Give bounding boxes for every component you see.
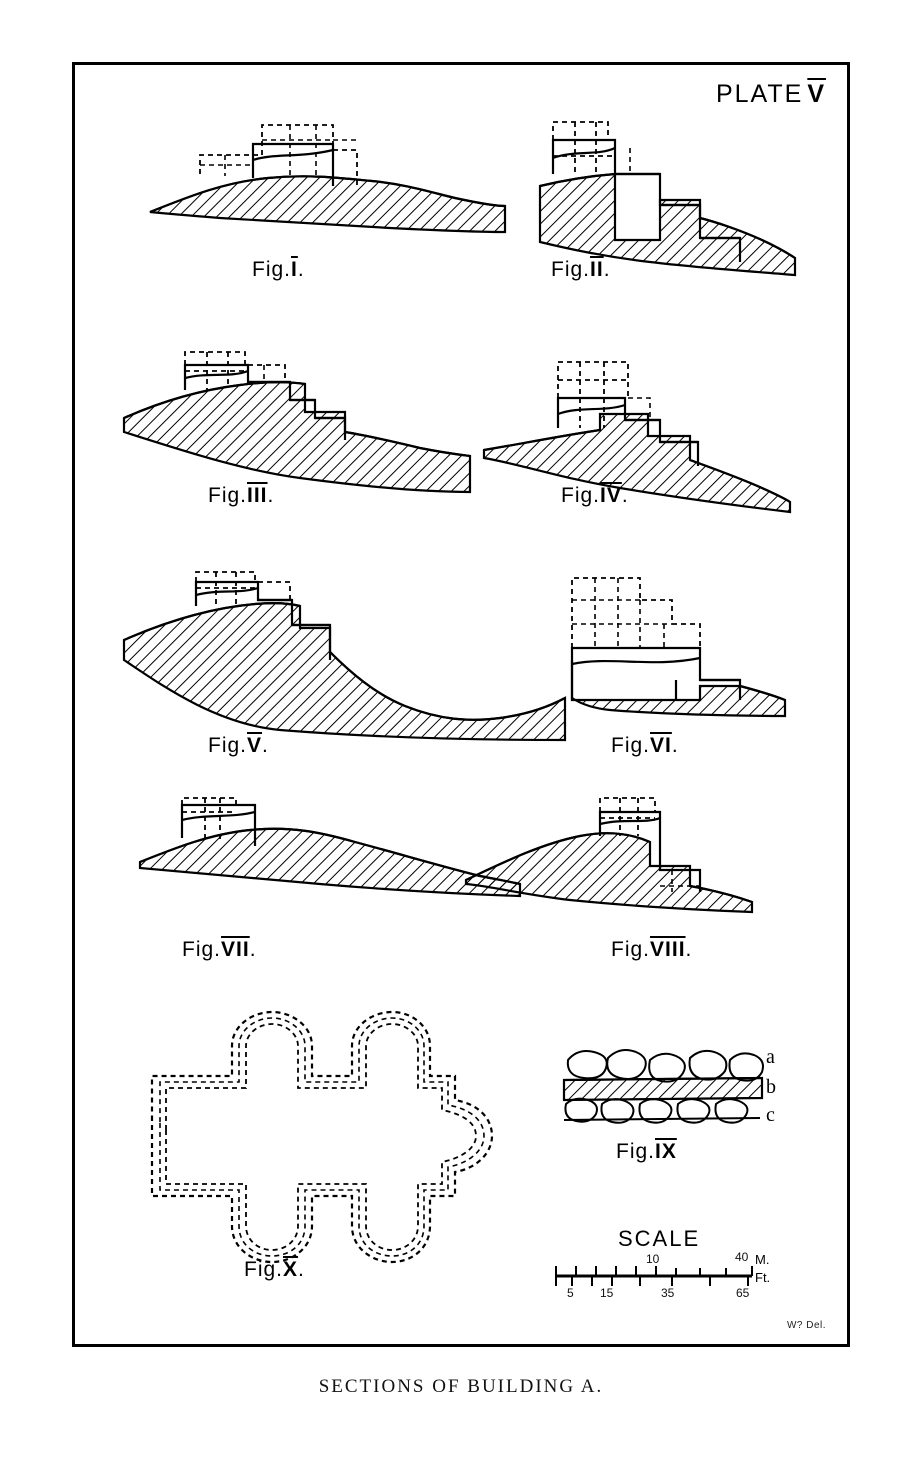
figure-2-suffix: . [603,258,611,281]
figure-5-section [124,572,565,740]
figure-6-caption [611,734,679,758]
figure-1-suffix: . [297,258,305,281]
plate-label-numeral: $\overline{V}$ [807,80,826,108]
figure-1-section [150,125,505,232]
figure-9-caption [616,1140,677,1164]
figure-2-prefix: Fig. [551,258,591,281]
figure-6-section [572,578,785,716]
figure-7-suffix: . [249,938,257,961]
scale-unit-feet: Ft. [755,1270,771,1285]
figure-6-suffix: . [671,734,679,757]
figure-4-caption [561,484,629,508]
figure-5-prefix: Fig. [208,734,248,757]
figure-1-caption [252,258,305,282]
figure-6-prefix: Fig. [611,734,651,757]
scale-feet-tick-15: 15 [600,1286,614,1300]
figure-3-numeral: $\overline{III}$ [247,484,268,507]
figure-4-section [484,362,790,512]
figure-9-strata [564,1050,763,1123]
figure-9-numeral: $\overline{IX}$ [655,1140,677,1163]
scale-feet-tick-65: 65 [736,1286,750,1300]
figure-8-caption [611,938,692,962]
figure-2-numeral: $\overline{II}$ [590,258,604,281]
figure-4-suffix: . [621,484,629,507]
figure-8-suffix: . [685,938,693,961]
figure-10-prefix: Fig. [244,1258,284,1281]
figure-7-caption [182,938,257,962]
strata-label-c: c [766,1104,775,1126]
scale-metre-tick-40: 40 [735,1250,749,1264]
page-caption: SECTIONS OF BUILDING A. [318,1376,604,1397]
scale-unit-metres: M. [755,1252,770,1267]
figure-6-numeral: $\overline{VI}$ [650,734,672,757]
figure-7-prefix: Fig. [182,938,222,961]
figure-1-prefix: Fig. [252,258,292,281]
figure-5-suffix: . [262,734,269,757]
figure-3-suffix: . [267,484,275,507]
figure-2-section [540,122,795,275]
figure-2-caption [551,258,611,282]
figure-1-numeral: $\overline{I}$ [291,258,298,281]
figure-7-section [140,798,520,896]
figure-8-prefix: Fig. [611,938,651,961]
figure-4-prefix: Fig. [561,484,601,507]
delineator-mark: W? Del. [786,1320,826,1331]
scale-metre-tick-10: 10 [646,1252,660,1266]
figure-3-section [124,352,470,492]
figure-5-numeral: $\overline{V}$ [247,734,263,757]
figure-10-caption [244,1258,305,1282]
figure-5-caption [208,734,269,758]
figure-10-plan [152,1012,492,1262]
figure-3-caption [208,484,274,508]
figure-10-numeral: $\overline{X}$ [283,1258,299,1281]
scale-feet-tick-35: 35 [661,1286,675,1300]
strata-label-b: b [766,1076,776,1098]
figure-3-prefix: Fig. [208,484,248,507]
figure-8-numeral: VIII [650,938,686,961]
scale-title: SCALE [618,1226,701,1251]
figure-7-numeral: $\overline{VII}$ [221,938,250,961]
plate-label-text: PLATE [715,80,804,108]
figure-10-suffix: . [298,1258,305,1281]
scale-bar [556,1266,752,1286]
figure-4-numeral: $\overline{IV}$ [600,484,622,507]
strata-label-a: a [766,1046,775,1068]
figure-9-prefix: Fig. [616,1140,656,1163]
scale-feet-tick-5: 5 [567,1286,574,1300]
